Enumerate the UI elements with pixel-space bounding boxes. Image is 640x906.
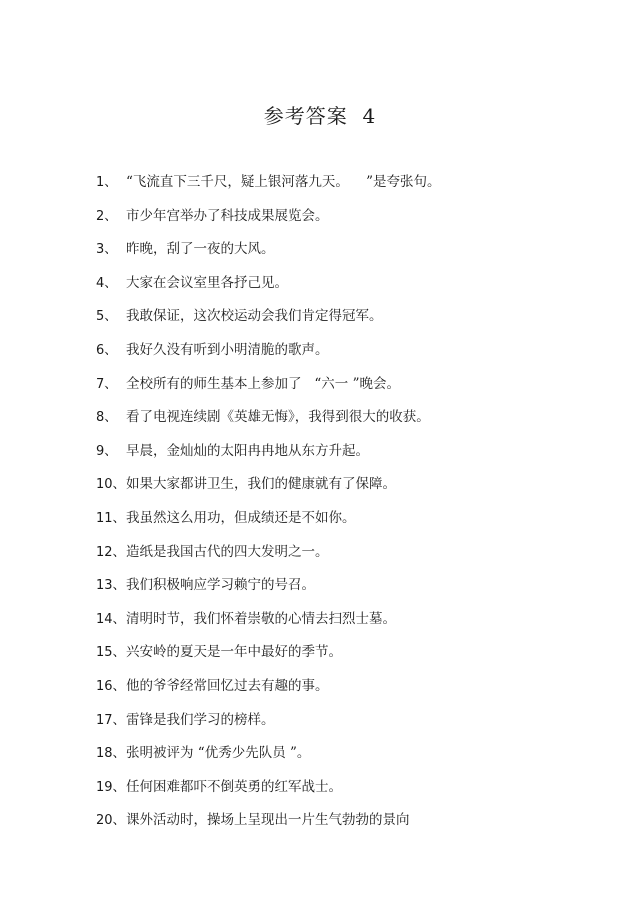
answer-item <box>96 441 440 475</box>
answer-text: 早晨，金灿灿的太阳冉冉地从东方升起。 <box>126 442 369 459</box>
answer-number: 16、 <box>96 678 126 694</box>
answer-item <box>96 474 440 508</box>
answer-text: 任何困难都吓不倒英勇的红军战士。 <box>126 778 342 795</box>
answer-text: 昨晚，刮了一夜的大风。 <box>126 241 275 258</box>
answer-number: 2、 <box>96 208 118 224</box>
answer-item <box>96 172 440 206</box>
answer-text: 如果大家都讲卫生，我们的健康就有了保障。 <box>126 476 396 493</box>
answer-number: 20、 <box>96 813 126 829</box>
answer-number: 15、 <box>96 645 126 661</box>
answer-text: 造纸是我国古代的四大发明之一。 <box>126 543 329 560</box>
answer-text: 张明被评为 “优秀少先队员 ”。 <box>126 745 311 762</box>
answer-item <box>96 273 440 307</box>
answer-item <box>96 407 440 441</box>
answer-list <box>96 172 440 844</box>
answer-item <box>96 239 440 273</box>
answer-number: 5、 <box>96 309 118 325</box>
answer-text: 兴安岭的夏天是一年中最好的季节。 <box>126 644 342 661</box>
answer-item <box>96 642 440 676</box>
answer-item <box>96 542 440 576</box>
answer-text: 大家在会议室里各抒己见。 <box>126 274 288 291</box>
answer-text: 课外活动时，操场上呈现出一片生气勃勃的景向 <box>126 812 410 829</box>
answer-text: 我好久没有听到小明清脆的歌声。 <box>126 341 329 358</box>
answer-text: 雷锋是我们学习的榜样。 <box>126 711 275 728</box>
answer-number: 17、 <box>96 712 126 728</box>
answer-number: 6、 <box>96 342 118 358</box>
answer-item <box>96 206 440 240</box>
answer-item <box>96 743 440 777</box>
answer-item <box>96 508 440 542</box>
answer-number: 19、 <box>96 779 126 795</box>
answer-text: 市少年宫举办了科技成果展览会。 <box>126 207 329 224</box>
answer-number: 3、 <box>96 242 118 258</box>
answer-item <box>96 374 440 408</box>
answer-item <box>96 306 440 340</box>
answer-text: 我们积极响应学习赖宁的号召。 <box>126 577 315 594</box>
answer-text: 看了电视连续剧《英雄无悔》，我得到很大的收获。 <box>126 409 430 426</box>
answer-number: 7、 <box>96 376 118 392</box>
answer-text: 他的爷爷经常回忆过去有趣的事。 <box>126 677 329 694</box>
page-title: 参考答案 4 <box>263 104 377 128</box>
answer-number: 11、 <box>96 510 126 526</box>
answer-item <box>96 575 440 609</box>
answer-text: 我虽然这么用功，但成绩还是不如你。 <box>126 509 356 526</box>
answer-number: 13、 <box>96 578 126 594</box>
answer-item <box>96 777 440 811</box>
answer-number: 4、 <box>96 275 118 291</box>
answer-item <box>96 609 440 643</box>
answer-text: “飞流直下三千尺，疑上银河落九天。 ”是夸张句。 <box>126 174 441 190</box>
answer-item <box>96 676 440 710</box>
answer-text: 清明时节，我们怀着崇敬的心情去扫烈士墓。 <box>126 610 396 627</box>
answer-text: 我敢保证，这次校运动会我们肯定得冠军。 <box>126 308 383 325</box>
answer-item <box>96 810 440 844</box>
answer-number: 1、 <box>96 175 118 190</box>
answer-number: 8、 <box>96 410 118 426</box>
answer-number: 9、 <box>96 443 118 459</box>
answer-number: 12、 <box>96 544 126 560</box>
answer-item <box>96 340 440 374</box>
answer-text: 全校所有的师生基本上参加了 “六一 ”晚会。 <box>126 375 400 392</box>
answer-item <box>96 710 440 744</box>
answer-number: 14、 <box>96 611 126 627</box>
answer-number: 18、 <box>96 746 126 762</box>
answer-number: 10、 <box>96 477 126 493</box>
